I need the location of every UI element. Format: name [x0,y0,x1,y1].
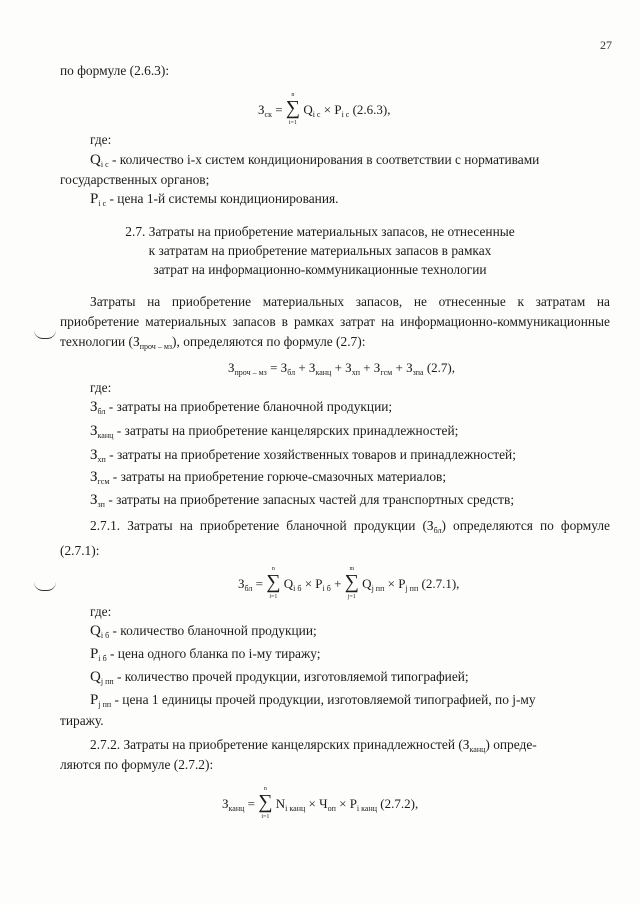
definition-z-gsm: $З_{гсм}$ - затраты на приобретение горюче-смазочных материалов; [90,469,447,486]
paragraph-2-7-2: 2.7.2. Затраты на приобретение канцелярских принадлежностей $(З_{канц})$ опреде- [90,737,537,754]
definition-z-kanc: $З_{канц}$ - затраты на приобретение канцелярских принадлежностей; [90,423,459,440]
where-label: где: [90,132,112,147]
definition-continuation: государственных органов; [60,172,210,187]
sum-symbol: ∑ n i=1 [258,786,273,820]
definition-q-jpp: $Q_{j пп}$ - количество прочей продукции, изготовляемой типографией; [90,669,469,686]
sum-symbol: ∑ m j=1 [344,566,359,600]
formula-2-6-3: $З_{ск}$ = ∑ n i=1 $Q_{i с} \times P_{i с}$ (2.6.3), [258,92,391,126]
margin-mark [34,582,56,591]
formula-2-7: $З_{проч - мз} = З_{бл} + З_{канц} + З_{хп} + З_{гсм} + З_{зпа}$ (2.7), [228,360,456,377]
section-heading-line-3: затрат на информационно-коммуникационные технологии [153,262,487,277]
definition-continuation: тиражу. [60,713,104,728]
definition-z-hp: $З_{хп}$ - затраты на приобретение хозяйственных товаров и принадлежностей; [90,447,516,464]
section-heading-line-2: к затратам на приобретение материальных запасов в рамках [148,243,492,258]
definition-p-jpp: $P_{j пп}$ - цена 1 единицы прочей продукции, изготовляемой типографией, по j-му [90,692,536,709]
sum-symbol: ∑ n i=1 [285,92,301,126]
definition-z-zp: $З_{зп}$ - затраты на приобретение запасных частей для транспортных средств; [90,492,515,509]
definition-q-ic: $Q_{i с}$ - количество i-х систем кондиционирования в соответствии с нормативами [90,152,540,169]
formula-2-7-1: $З_{бл}$ = ∑ n i=1 $Q_{i б} \times P_{i б}$ + ∑ m j=1 $Q_{j пп} \times P_{j пп}$ (2.7.1), [238,566,460,600]
definition-p-ic: $P_{i с}$ - цена 1-й системы кондиционирования. [90,191,339,208]
paragraph-2-7-1: 2.7.1. Затраты на приобретение бланочной продукции $(З_{бл})$ определяются по формуле (2.7.1): [60,518,610,558]
paragraph-continuation: ляются по формуле (2.7.2): [60,757,214,772]
margin-mark [34,330,56,339]
formula-2-7-2: $З_{канц}$ = ∑ n i=1 $N_{i канц} \times Ч_{оп} \times P_{i канц}$ (2.7.2), [222,786,419,820]
where-label: где: [90,380,112,395]
definition-z-bl: $З_{бл}$ - затраты на приобретение бланочной продукции; [90,399,393,416]
section-heading-line-1: 2.7. Затраты на приобретение материальных запасов, не отнесенные [125,224,515,239]
sum-symbol: ∑ n i=1 [266,566,281,600]
definition-p-ib: $P_{i б}$ - цена одного бланка по i-му тиражу; [90,646,321,663]
intro-line: по формуле (2.6.3): [60,63,170,78]
definition-q-ib: $Q_{i б}$ - количество бланочной продукции; [90,623,317,640]
paragraph-2-7: Затраты на приобретение материальных запасов, не отнесенные к затратам на приобретение материальных запасов в рамках затрат на информационно-коммуникационные технологии $(З_{проч - мз})$, определяются по формуле (2.7): [60,294,610,351]
page-number: 27 [600,38,612,52]
where-label: где: [90,604,112,619]
